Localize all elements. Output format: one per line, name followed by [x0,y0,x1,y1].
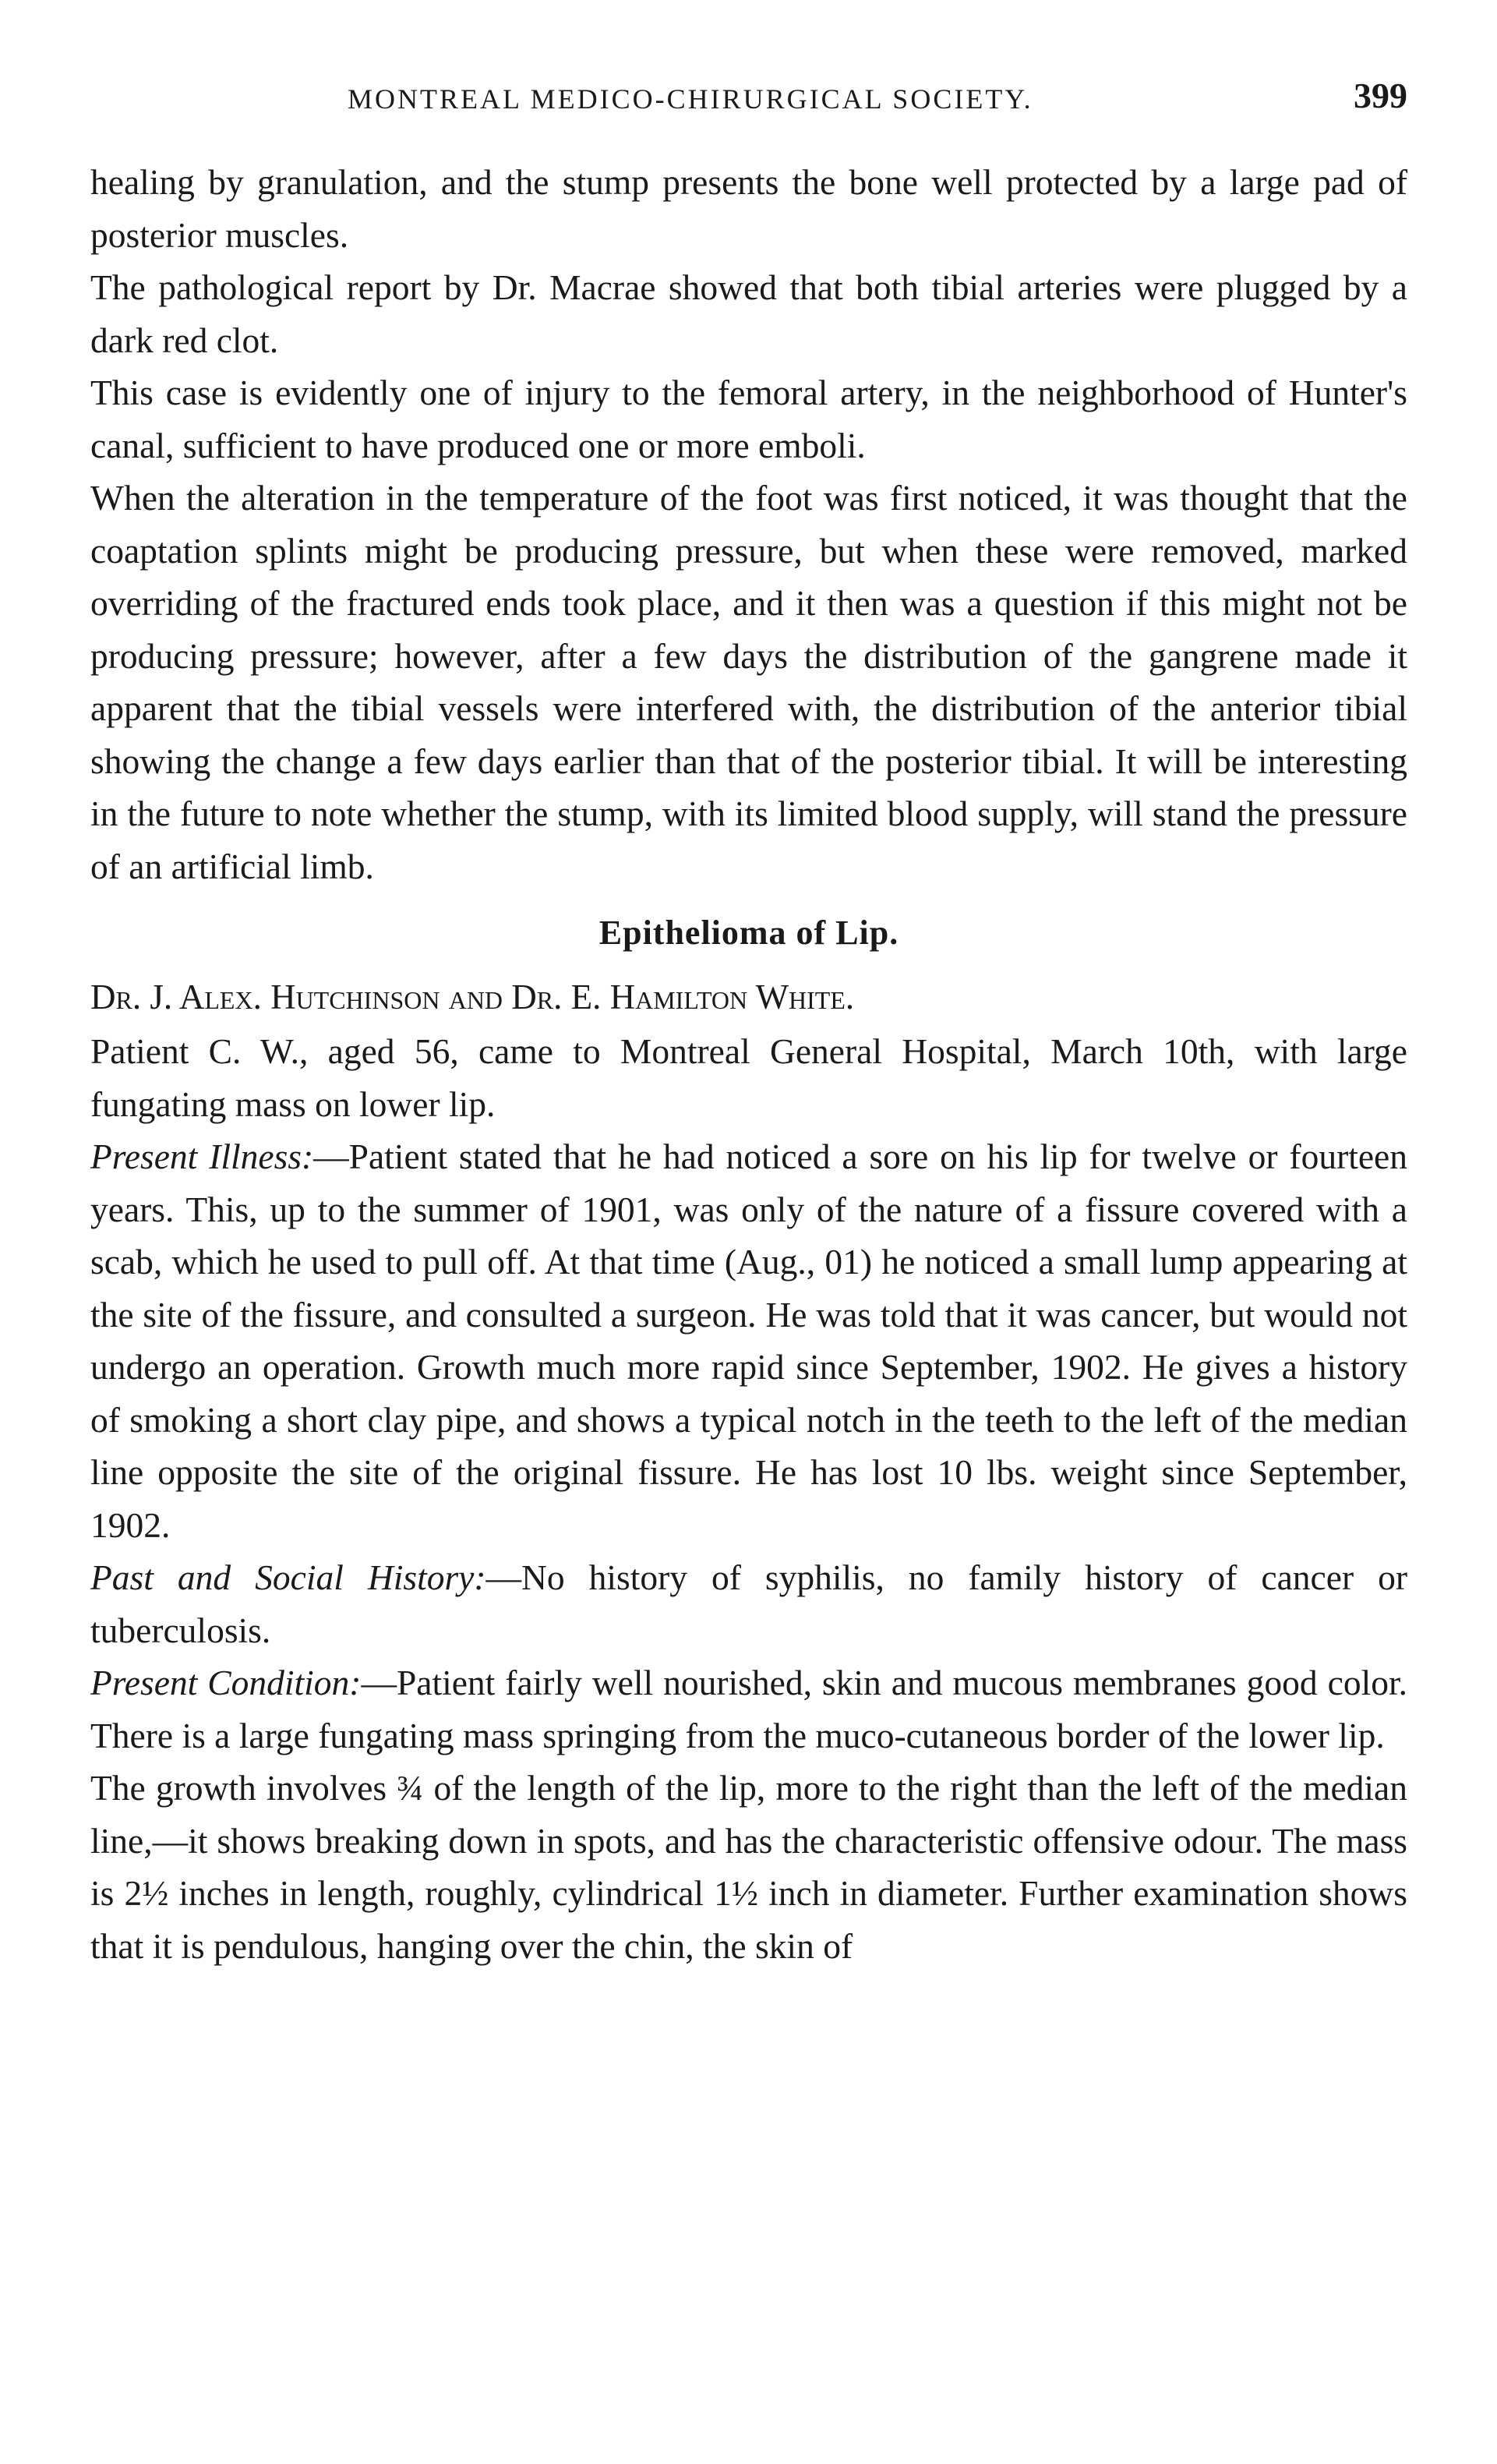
paragraph: The pathological report by Dr. Macrae showed that both tibial arteries were plugged by a dark red clot. [90,267,1407,360]
paragraph [90,1551,1407,1656]
running-title: MONTREAL MEDICO-CHIRURGICAL SOCIETY. [348,83,1033,115]
paragraph [90,1656,1407,1762]
paragraph-label: Present Illness: [90,1137,314,1176]
book-page [90,72,1407,1972]
paragraph: When the alteration in the temperature of the foot was first noticed, it was thought that the coaptation splints might be producing pressure, but when these were removed, marked overriding of the fractured ends took place, and it then was a question if this might not be producing pressure; however, after a few days the distribution of the gangrene made it apparent that the tibial vessels were interfered with, the distribution of the anterior tibial showing the change a few days earlier than that of the posterior tibial. It will be interesting in the future to note whether the stump, with its limited blood supply, will stand the pressure of an artificial limb. [90,478,1407,886]
paragraph-text: —Patient stated that he had noticed a sore on his lip for twelve or fourteen years. This, up to the summer of 1901, was only of the nature of a fissure covered with a scab, which he used to pull off. At that time (Aug., 01) he noticed a small lump appearing at the site of the fissure, and consulted a surgeon. He was told that it was cancer, but would not undergo an operation. Growth much more rapid since September, 1902. He gives a history of smoking a short clay pipe, and shows a typical notch in the teeth to the left of the median line opposite the site of the original fissure. He has lost 10 lbs. weight since September, 1902. [90,1137,1407,1545]
paragraph-label: Present Condition: [90,1663,362,1702]
paragraph [90,1130,1407,1551]
authors-text: Dr. J. Alex. Hutchinson and Dr. E. Hamilton White. [90,977,855,1016]
paragraph [90,1762,1407,1972]
page-number: 399 [1354,76,1407,115]
paragraph-text: —No history of syphilis, no family history of cancer or tuberculosis. [90,1557,1407,1650]
paragraph [90,1025,1407,1130]
paragraph-text: The growth involves ¾ of the length of the lip, more to the right than the left of the median line,—it shows breaking down in spots, and has the characteristic offensive odour. The mass is 2½ inches in length, roughly, cylindrical 1½ inch in diameter. Further examination shows that it is pendulous, hanging over the chin, the skin of [90,1768,1407,1966]
paragraph-text: —Patient fairly well nourished, skin and mucous membranes good color. There is a large fungating mass springing from the muco-cutaneous border of the lower lip. [90,1663,1407,1755]
section-heading: Epithelioma of Lip. [598,914,899,952]
paragraph: healing by granulation, and the stump presents the bone well protected by a large pad of posterior muscles. [90,162,1407,255]
body-text [90,156,1407,1972]
running-head [90,72,1407,126]
paragraph-label: Past and Social History: [90,1557,486,1597]
paragraph: This case is evidently one of injury to the femoral artery, in the neighborhood of Hunter's canal, sufficient to have produced one or more emboli. [90,373,1407,465]
section-authors [90,969,1407,1025]
paragraph-text: Patient C. W., aged 56, came to Montreal General Hospital, March 10th, with large fungating mass on lower lip. [90,1031,1407,1124]
